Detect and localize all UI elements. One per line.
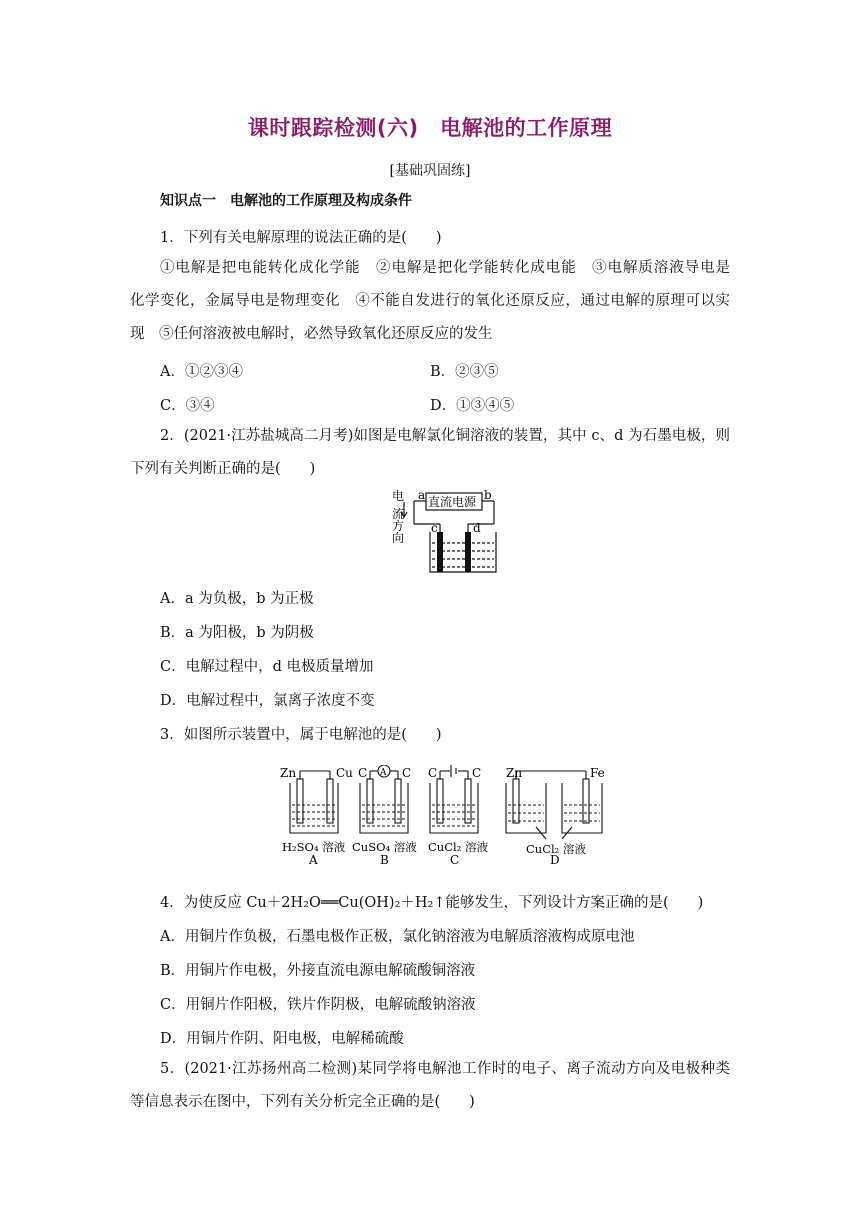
fig-d-right: Fe [590,766,605,780]
q3-apparatus-figure [280,765,610,865]
q4-option-c[interactable]: C．用铜片作阳极，铁片作阴极，电解硫酸钠溶液 [160,997,476,1013]
fig-arrow-char: 电 [392,489,405,503]
electrode-c [437,532,443,572]
q4-option-a[interactable]: A．用铜片作负极，石墨电极作正极，氯化钠溶液为电解质溶液构成原电池 [160,929,635,945]
q2-electrolysis-figure [390,488,510,580]
fig-label-b: b [484,488,492,502]
q5-stem-line2: 等信息表示在图中，下列有关分析完全正确的是( ) [130,1094,475,1110]
q1-text-line2: 化学变化，金属导电是物理变化 ④不能自发进行的氧化还原反应，通过电解的原理可以实 [130,293,730,309]
fig-d-solution: CuCl₂ 溶液 [526,842,586,856]
q5-stem-line1: 5．(2021·江苏扬州高二检测)某同学将电解池工作时的电子、离子流动方向及电极种类 [160,1061,730,1077]
q4-option-b[interactable]: B．用铜片作电极，外接直流电源电解硫酸铜溶液 [160,963,476,979]
q1-option-a[interactable]: A．①②③④ [160,364,243,380]
fig-arrow-char: 向 [392,531,405,545]
fig-a-solution: H₂SO₄ 溶液 [282,840,346,854]
fig-arrow-char: 流 [392,507,405,521]
q1-text-line1: ①电解是把电能转化成化学能 ②电解是把化学能转化成电能 ③电解质溶液导电是 [160,260,730,276]
q1-text-line3: 现 ⑤任何溶液被电解时，必然导致氧化还原反应的发生 [130,326,493,342]
fig-label-c: c [431,521,438,535]
q4-stem: 4．为使反应 Cu＋2H₂O══Cu(OH)₂＋H₂↑能够发生，下列设计方案正确的是( ) [160,895,704,911]
fig-c-left: C [428,766,438,780]
q3-stem: 3．如图所示装置中，属于电解池的是( ) [160,727,442,743]
q1-option-c[interactable]: C．③④ [160,398,215,414]
fig-c-solution: CuCl₂ 溶液 [428,840,488,854]
q2-option-a[interactable]: A．a 为负极，b 为正极 [160,591,314,607]
q2-stem-line2: 下列有关判断正确的是( ) [130,461,316,477]
fig-c-letter: C [450,853,460,865]
q1-option-b[interactable]: B．②③⑤ [430,364,499,380]
fig-a-right: Cu [336,766,353,780]
fig-a-left: Zn [280,766,297,780]
q2-option-d[interactable]: D．电解过程中，氯离子浓度不变 [160,693,375,709]
section-heading: 知识点一 电解池的工作原理及构成条件 [160,193,412,209]
page-title: 课时跟踪检测(六) 电解池的工作原理 [247,116,613,140]
q1-stem: 1．下列有关电解原理的说法正确的是( ) [160,230,442,246]
q2-option-b[interactable]: B．a 为阳极，b 为阴极 [160,625,314,641]
electrode-d [465,532,471,572]
fig-b-meter: A [380,768,387,778]
fig-b-letter: B [380,853,389,865]
fig-c-right: C [472,766,482,780]
fig-label-a: a [418,488,426,502]
fig-a-letter: A [309,853,318,865]
fig-source-label: 直流电源 [428,495,477,509]
fig-arrow-char: 方 [392,519,405,533]
page-subtitle: [基础巩固练] [389,163,471,179]
fig-label-d: d [473,521,481,535]
q2-option-c[interactable]: C．电解过程中，d 电极质量增加 [160,659,374,675]
fig-b-right: C [402,766,412,780]
q4-option-d[interactable]: D．用铜片作阴、阳电极，电解稀硫酸 [160,1031,404,1047]
fig-d-left: Zn [506,766,523,780]
q2-stem-line1: 2．(2021·江苏盐城高二月考)如图是电解氯化铜溶液的装置，其中 c、d 为石墨电极，则 [160,428,730,444]
fig-d-letter: D [550,853,560,865]
q1-option-d[interactable]: D．①③④⑤ [430,398,515,414]
fig-b-left: C [358,766,368,780]
fig-b-solution: CuSO₄ 溶液 [352,840,417,854]
